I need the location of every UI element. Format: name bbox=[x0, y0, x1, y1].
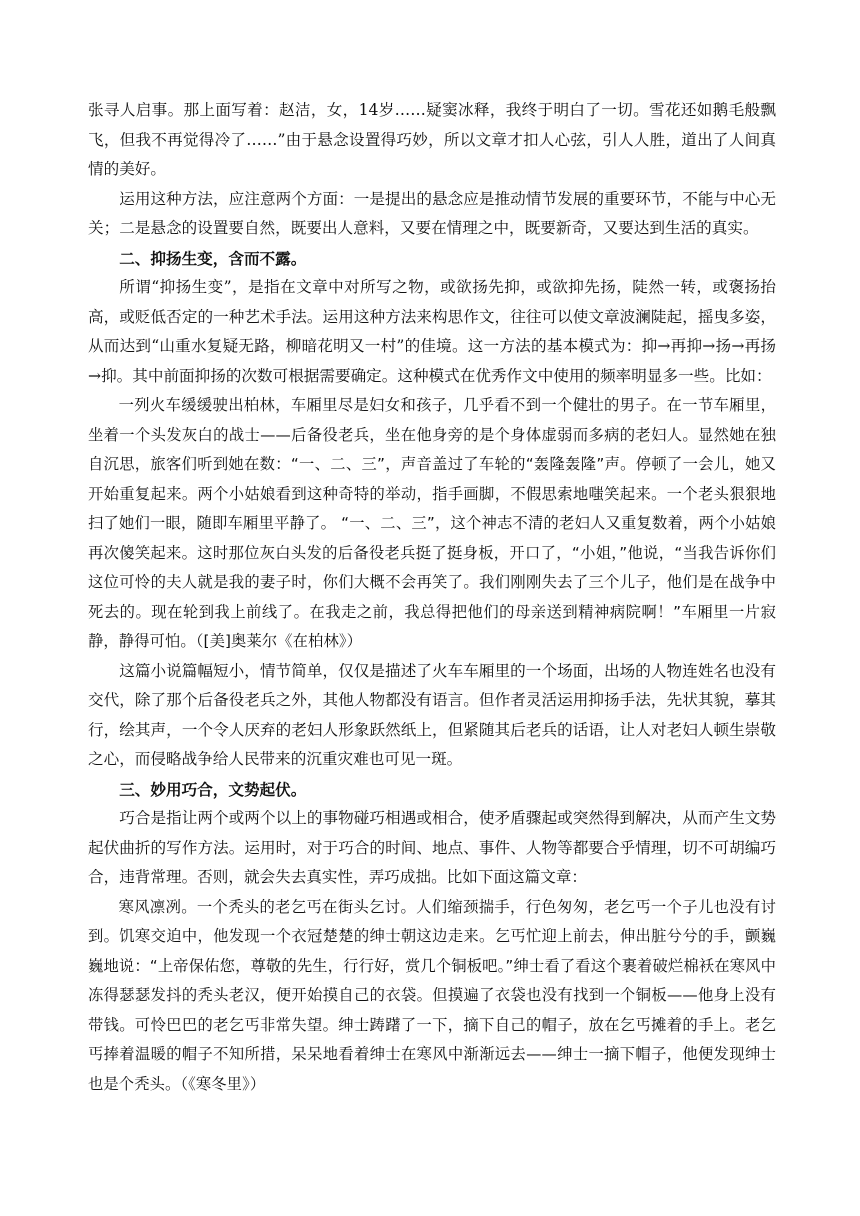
paragraph-contrast-definition: 所谓“抑扬生变”，是指在文章中对所写之物，或欲扬先抑，或欲抑先扬，陡然一转，或褒扬抬高，或贬低否定的一种艺术手法。运用这种方法来构思作文，往往可以使文章波澜陡起，摇曳多姿，从而达到“山重水复疑无路，柳暗花明又一村”的佳境。这一方法的基本模式为：抑→再抑→扬→再扬→抑。其中前面抑扬的次数可根据需要确定。这种模式在优秀作文中使用的频率明显多一些。比如： bbox=[88, 278, 776, 385]
section-heading-coincidence: 三、妙用巧合，文势起伏。 bbox=[119, 779, 307, 799]
paragraph-coincidence-definition: 巧合是指让两个或两个以上的事物碰巧相遇或相合，使矛盾骤起或突然得到解决，从而产生文势起伏曲折的写作方法。运用时，对于巧合的时间、地点、事件、人物等都要合乎情理，切不可胡编巧合，违背常理。否则，就会失去真实性，弄巧成拙。比如下面这篇文章： bbox=[88, 809, 776, 886]
excerpt-in-cold-winter: 寒风凛冽。一个秃头的老乞丐在街头乞讨。人们缩颈揣手，行色匆匆，老乞丐一个子儿也没有讨到。饥寒交迫中，他发现一个衣冠楚楚的绅士朝这边走来。乞丐忙迎上前去，伸出脏兮兮的手，颤巍巍地说：“上帝保佑您，尊敬的先生，行行好，赏几个铜板吧。”绅士看了看这个裹着破烂棉袄在寒风中冻得瑟瑟发抖的秃头老汉，便开始摸自己的衣袋。但摸遍了衣袋也没有找到一个铜板——他身上没有带钱。可怜巴巴的老乞丐非常失望。绅士踌躇了一下，摘下自己的帽子，放在乞丐摊着的手上。老乞丐捧着温暖的帽子不知所措，呆呆地看着绅士在寒风中渐渐远去——绅士一摘下帽子，他便发现绅士也是个秃头。（《寒冬里》） bbox=[88, 897, 776, 1093]
paragraph-missing-person-notice: 张寻人启事。那上面写着：赵洁，女，14岁……疑窦冰释，我终于明白了一切。雪花还如鹅毛般飘飞，但我不再觉得冷了……”由于悬念设置得巧妙，所以文章才扣人心弦，引人人胜，道出了人间真情的美好。 bbox=[88, 101, 776, 178]
paragraph-in-berlin-analysis: 这篇小说篇幅短小，情节简单，仅仅是描述了火车车厢里的一个场面，出场的人物连姓名也没有交代，除了那个后备役老兵之外，其他人物都没有语言。但作者灵活运用抑扬手法，先状其貌，摹其行，绘其声，一个令人厌弃的老妇人形象跃然纸上，但紧随其后老兵的话语，让人对老妇人顿生崇敬之心，而侵略战争给人民带来的沉重灾难也可见一斑。 bbox=[88, 661, 776, 768]
paragraph-suspense-notes: 运用这种方法，应注意两个方面：一是提出的悬念应是推动情节发展的重要环节，不能与中心无关；二是悬念的设置要自然，既要出人意料，又要在情理之中，既要新奇，又要达到生活的真实。 bbox=[88, 189, 776, 237]
excerpt-in-berlin: 一列火车缓缓驶出柏林，车厢里尽是妇女和孩子，几乎看不到一个健壮的男子。在一节车厢里，坐着一个头发灰白的战士——后备役老兵，坐在他身旁的是个身体虚弱而多病的老妇人。显然她在独自沉思，旅客们听到她在数：“一、二、三”，声音盖过了车轮的“轰隆轰隆”声。停顿了一会儿，她又开始重复起来。两个小姑娘看到这种奇特的举动，指手画脚，不假思索地嗤笑起来。一个老头狠狠地扫了她们一眼，随即车厢里平静了。 “一、二、三”，这个神志不清的老妇人又重复数着，两个小姑娘再次傻笑起来。这时那位灰白头发的后备役老兵挺了挺身板，开口了，“小姐，”他说，“当我告诉你们这位可怜的夫人就是我的妻子时，你们大概不会再笑了。我们刚刚失去了三个儿子，他们是在战争中死去的。现在轮到我上前线了。在我走之前，我总得把他们的母亲送到精神病院啊！”车厢里一片寂静，静得可怕。（[美]奥莱尔《在柏林》） bbox=[88, 396, 776, 650]
document-page bbox=[88, 96, 776, 1099]
section-heading-contrast: 二、抑扬生变，含而不露。 bbox=[119, 248, 307, 268]
